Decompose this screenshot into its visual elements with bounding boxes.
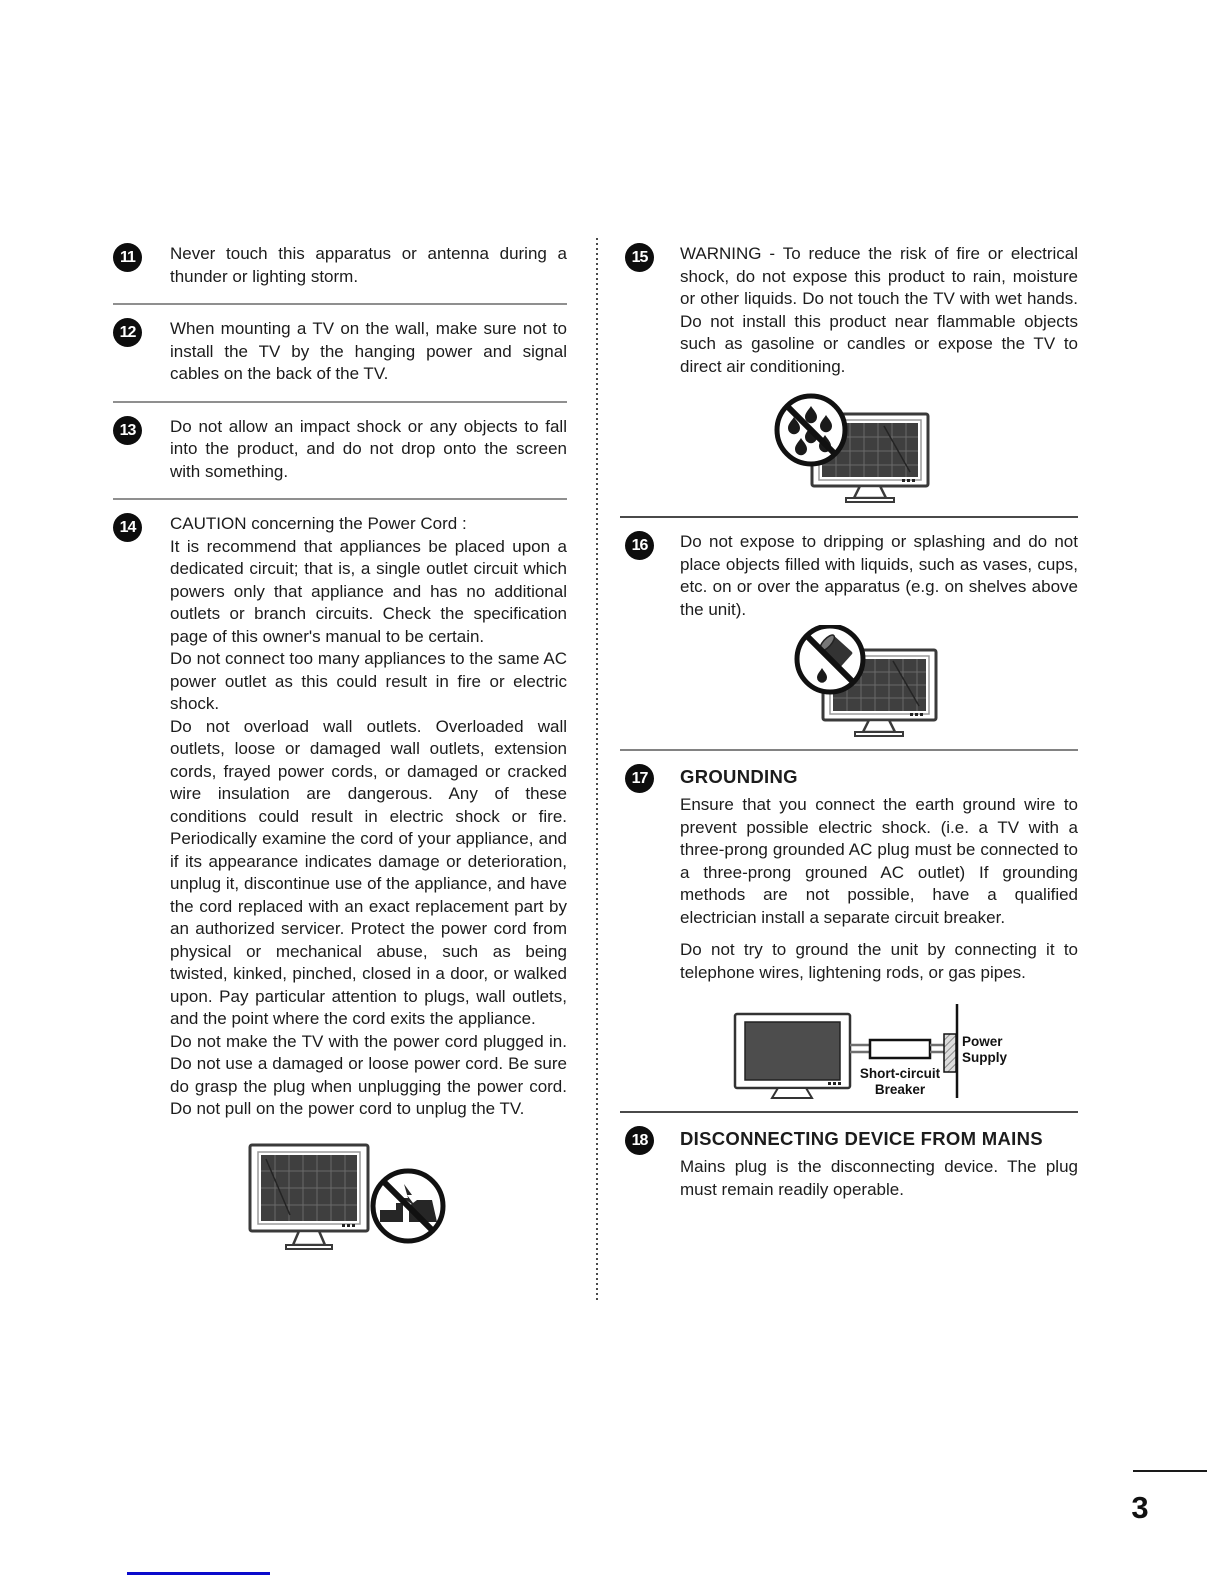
item-16-badge: 16 bbox=[625, 531, 654, 560]
separator bbox=[620, 749, 1078, 751]
disconnecting-device-heading: DISCONNECTING DEVICE FROM MAINS bbox=[680, 1128, 1043, 1149]
badge-column bbox=[113, 513, 170, 542]
separator bbox=[113, 498, 567, 500]
item-16-text: Do not expose to dripping or splashing and do not place objects filled with liquids, such as vases, cups, etc. on or over the apparatus (e.g. on shelves above the unit). bbox=[680, 532, 1078, 619]
item-14-caution-line: CAUTION concerning the Power Cord : bbox=[170, 514, 467, 533]
safety-item-14 bbox=[113, 513, 567, 1255]
badge-column bbox=[113, 318, 170, 347]
breaker-label: Short-circuit Breaker bbox=[859, 1066, 941, 1097]
item-17-body bbox=[680, 764, 1078, 1102]
safety-item-18 bbox=[620, 1126, 1078, 1201]
badge-column bbox=[620, 764, 680, 793]
item-18-body bbox=[680, 1126, 1078, 1201]
badge-column bbox=[113, 416, 170, 445]
no-loose-cord-tv-illustration bbox=[240, 1139, 452, 1255]
prohibition-icon bbox=[777, 396, 845, 464]
safety-item-17 bbox=[620, 764, 1078, 1102]
prohibition-icon bbox=[797, 626, 863, 692]
item-18-badge: 18 bbox=[625, 1126, 654, 1155]
badge-column bbox=[113, 243, 170, 272]
item-14-badge: 14 bbox=[113, 513, 142, 542]
separator bbox=[620, 516, 1078, 518]
item-12-badge: 12 bbox=[113, 318, 142, 347]
item-14-paragraph: Do not make the TV with the power cord plugged in. Do not use a damaged or loose power cord. Be sure do grasp the plug when unplugging the power cord. Do not pull on the power cord to unplug the TV. bbox=[170, 1031, 567, 1118]
tv-icon bbox=[735, 1014, 850, 1098]
separator bbox=[113, 303, 567, 305]
safety-item-16 bbox=[620, 531, 1078, 740]
right-column bbox=[620, 243, 1078, 1201]
item-11-badge: 11 bbox=[113, 243, 142, 272]
cable bbox=[930, 1045, 944, 1052]
item-14-paragraph: It is recommend that appliances be placed upon a dedicated circuit; that is, a single outlet circuit which powers only that appliance and has no additional outlets or branch circuits. Check the specification page of this owner's manual to be certain. bbox=[170, 536, 567, 646]
separator bbox=[620, 1111, 1078, 1113]
item-18-text: Mains plug is the disconnecting device. The plug must remain readily operable. bbox=[680, 1157, 1078, 1199]
no-rain-tv-illustration bbox=[770, 392, 940, 507]
safety-item-15 bbox=[620, 243, 1078, 507]
safety-item-12 bbox=[113, 318, 567, 386]
footer-blue-line bbox=[127, 1572, 270, 1575]
no-spill-tv-illustration bbox=[790, 625, 950, 740]
item-14-paragraph: Do not overload wall outlets. Overloaded wall outlets, loose or damaged wall outlets, extension cords, frayed power cords, or damaged or cracked wire insulation are dangerous. Any of these conditions could result in electric shock or fire. Periodically examine the cord of your appliance, and if its appearance indicates damage or deterioration, unplug it, discontinue use of the appliance, and have the cord replaced with an exact replacement part by an authorized servicer. Protect the power cord from physical or mechanical abuse, such as being twisted, kinked, pinched, closed in a door, or walked upon. Pay particular attention to plugs, wall outlets, and the point where the cord exits the appliance. bbox=[170, 716, 567, 1028]
item-17-paragraph: Do not try to ground the unit by connecting it to telephone wires, lightening rods, or gas pipes. bbox=[680, 940, 1078, 982]
item-12-text: When mounting a TV on the wall, make sure not to install the TV by the hanging power and signal cables on the back of the TV. bbox=[170, 319, 567, 383]
page-number-rule bbox=[1133, 1470, 1207, 1472]
prohibition-icon bbox=[373, 1171, 443, 1241]
item-17-paragraph: Ensure that you connect the earth ground wire to prevent possible electric shock. (i.e. a TV with a three-prong grounded AC plug must be connected to a three-prong grouned AC outlet) If grounding methods are not possible, have a qualified electrician install a separate circuit breaker. bbox=[680, 795, 1078, 927]
safety-item-11 bbox=[113, 243, 567, 288]
safety-item-13 bbox=[113, 416, 567, 484]
separator bbox=[113, 401, 567, 403]
item-14-paragraph: Do not connect too many appliances to the same AC power outlet as this could result in fire or electric shock. bbox=[170, 649, 567, 713]
item-14-body bbox=[170, 513, 567, 1255]
item-17-badge: 17 bbox=[625, 764, 654, 793]
grounding-heading: GROUNDING bbox=[680, 766, 798, 787]
item-15-badge: 15 bbox=[625, 243, 654, 272]
tv-icon bbox=[250, 1145, 368, 1249]
page-number: 3 bbox=[1131, 1490, 1149, 1525]
badge-column bbox=[620, 1126, 680, 1155]
item-15-text: WARNING - To reduce the risk of fire or electrical shock, do not expose this product to rain, moisture or other liquids. Do not touch the TV with wet hands. Do not install this product near flammable objects such as gasoline or candles or expose the TV to direct air conditioning. bbox=[680, 244, 1078, 376]
item-13-text: Do not allow an impact shock or any objects to fall into the product, and do not drop onto the screen with something. bbox=[170, 416, 567, 481]
column-separator bbox=[596, 238, 598, 1302]
grounding-diagram bbox=[720, 1002, 1020, 1102]
item-11-body bbox=[170, 243, 567, 288]
left-column bbox=[113, 243, 567, 1255]
item-13-badge: 13 bbox=[113, 416, 142, 445]
item-13-body bbox=[170, 416, 567, 484]
badge-column bbox=[620, 531, 680, 560]
item-11-text: Never touch this apparatus or antenna during a thunder or lighting storm. bbox=[170, 244, 567, 286]
item-15-body bbox=[680, 243, 1078, 507]
short-circuit-breaker-box bbox=[870, 1040, 930, 1058]
item-12-body bbox=[170, 318, 567, 386]
power-supply-label: Power Supply bbox=[962, 1034, 1008, 1065]
badge-column bbox=[620, 243, 680, 272]
cable bbox=[850, 1045, 870, 1052]
item-16-body bbox=[680, 531, 1078, 740]
